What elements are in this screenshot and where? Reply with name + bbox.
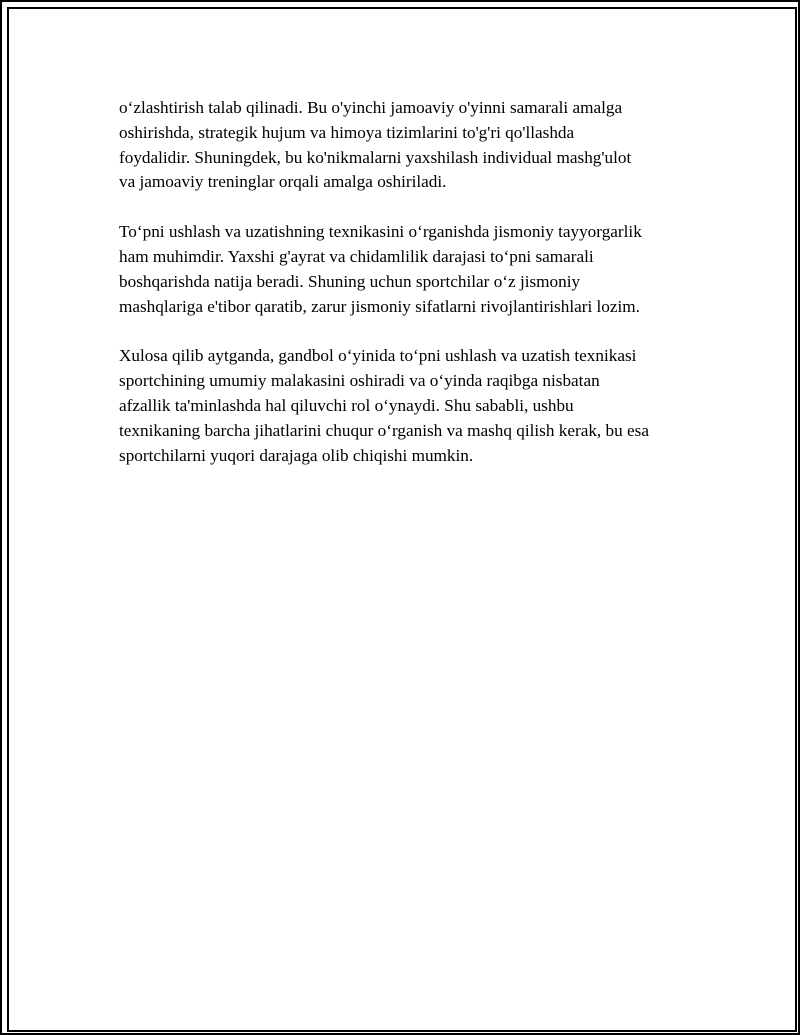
paragraph-1: o‘zlashtirish talab qilinadi. Bu o'yinchi jamoaviy o'yinni samarali amalga oshirishda, strategik hujum va himoya tizimlarini to'g'ri qo'llashda foydalidir. Shuningdek, bu ko'nikmalarni yaxshilash individual mashg'ulot va jamoaviy treninglar orqali amalga oshiriladi. [119,98,632,192]
paragraph-2: To‘pni ushlash va uzatishning texnikasini o‘rganishda jismoniy tayyorgarlik ham muhimdir. Yaxshi g'ayrat va chidamlilik darajasi to‘pni samarali boshqarishda natija beradi. Shuning uchun sportchilar o‘z jismoniy mashqlariga e'tibor qaratib, zarur jismoniy sifatlarni rivojlantirishlari lozim. [119,222,642,316]
document-body [119,96,699,493]
paragraph-3: Xulosa qilib aytganda, gandbol o‘yinida to‘pni ushlash va uzatish texnikasi sportchining umumiy malakasini oshiradi va o‘yinda raqibga nisbatan afzallik ta'minlashda hal qiluvchi rol o‘ynaydi. Shu sababli, ushbu texnikaning barcha jihatlarini chuqur o‘rganish va mashq qilish kerak, bu esa sportchilarni yuqori darajaga olib chiqishi mumkin. [119,346,649,465]
